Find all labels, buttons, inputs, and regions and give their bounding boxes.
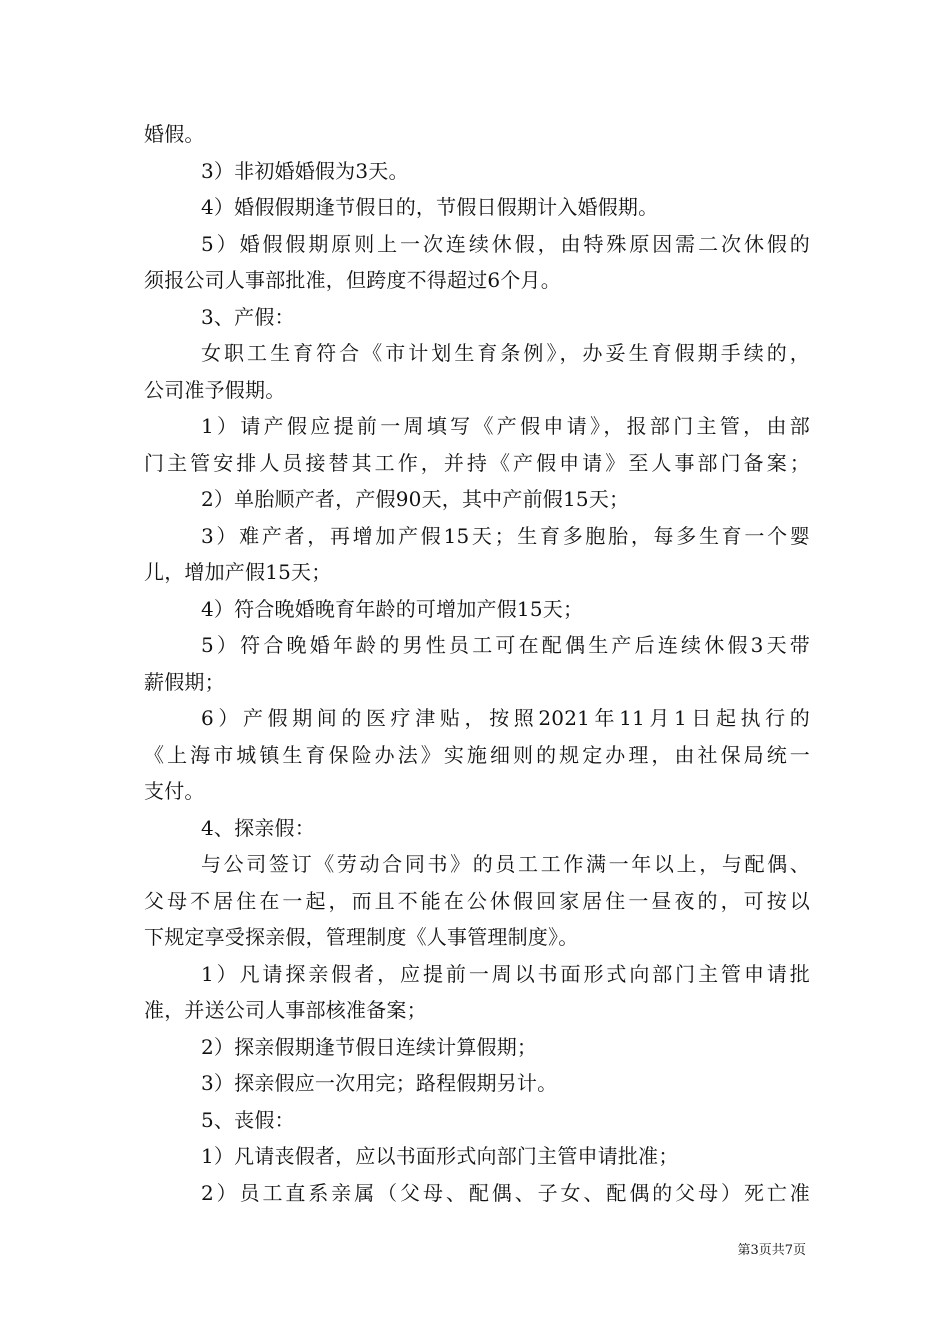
text-line: 薪假期； <box>144 669 225 694</box>
text-line: 须报公司人事部批准，但跨度不得超过6个月。 <box>144 268 561 292</box>
text-line: 5）符合晚婚年龄的男性员工可在配偶生产后连续休假3天带 <box>201 633 810 657</box>
text-line: 1）凡请丧假者，应以书面形式向部门主管申请批准； <box>201 1144 679 1168</box>
page-number: 第3页共7页 <box>737 1243 806 1258</box>
text-line: 支付。 <box>144 779 205 803</box>
text-line: 公司准予假期。 <box>144 377 286 402</box>
text-line: 1）请产假应提前一周填写《产假申请》，报部门主管，由部 <box>201 414 810 438</box>
text-line: 5）婚假假期原则上一次连续休假，由特殊原因需二次休假的 <box>201 231 810 256</box>
text-line: 女职工生育符合《市计划生育条例》，办妥生育假期手续的， <box>201 341 810 365</box>
text-line: 2）单胎顺产者，产假90天，其中产前假15天； <box>201 487 630 511</box>
text-line: 与公司签订《劳动合同书》的员工工作满一年以上，与配偶、 <box>201 852 810 876</box>
text-line: 2）探亲假期逢节假日连续计算假期； <box>201 1034 538 1059</box>
text-line: 6）产假期间的医疗津贴，按照2021年11月1日起执行的 <box>201 706 810 730</box>
text-line: 门主管安排人员接替其工作，并持《产假申请》至人事部门备案； <box>144 450 810 475</box>
text-line: 儿，增加产假15天； <box>144 560 332 584</box>
text-line: 3）非初婚婚假为3天。 <box>201 158 409 183</box>
text-line: 3）探亲假应一次用完；路程假期另计。 <box>201 1071 558 1095</box>
text-line: 下规定享受探亲假，管理制度《人事管理制度》。 <box>144 925 579 949</box>
text-line: 4）婚假假期逢节假日的，节假日假期计入婚假期。 <box>201 195 659 219</box>
text-line: 准，并送公司人事部核准备案； <box>144 998 427 1022</box>
document-body <box>144 116 810 1211</box>
text-line: 1）凡请探亲假者，应提前一周以书面形式向部门主管申请批 <box>201 961 810 986</box>
text-line: 3）难产者，再增加产假15天；生育多胞胎，每多生育一个婴 <box>201 523 810 548</box>
text-line: 父母不居住在一起，而且不能在公休假回家居住一昼夜的，可按以 <box>144 888 810 913</box>
section-heading: 3、产假： <box>201 304 295 329</box>
text-line: 《上海市城镇生育保险办法》实施细则的规定办理，由社保局统一 <box>144 742 810 767</box>
section-heading: 4、探亲假： <box>201 815 315 840</box>
section-heading: 5、丧假： <box>201 1107 295 1132</box>
text-line: 婚假。 <box>144 122 205 146</box>
text-line: 2）员工直系亲属（父母、配偶、子女、配偶的父母）死亡准 <box>201 1180 810 1205</box>
text-line: 4）符合晚婚晚育年龄的可增加产假15天； <box>201 596 584 621</box>
